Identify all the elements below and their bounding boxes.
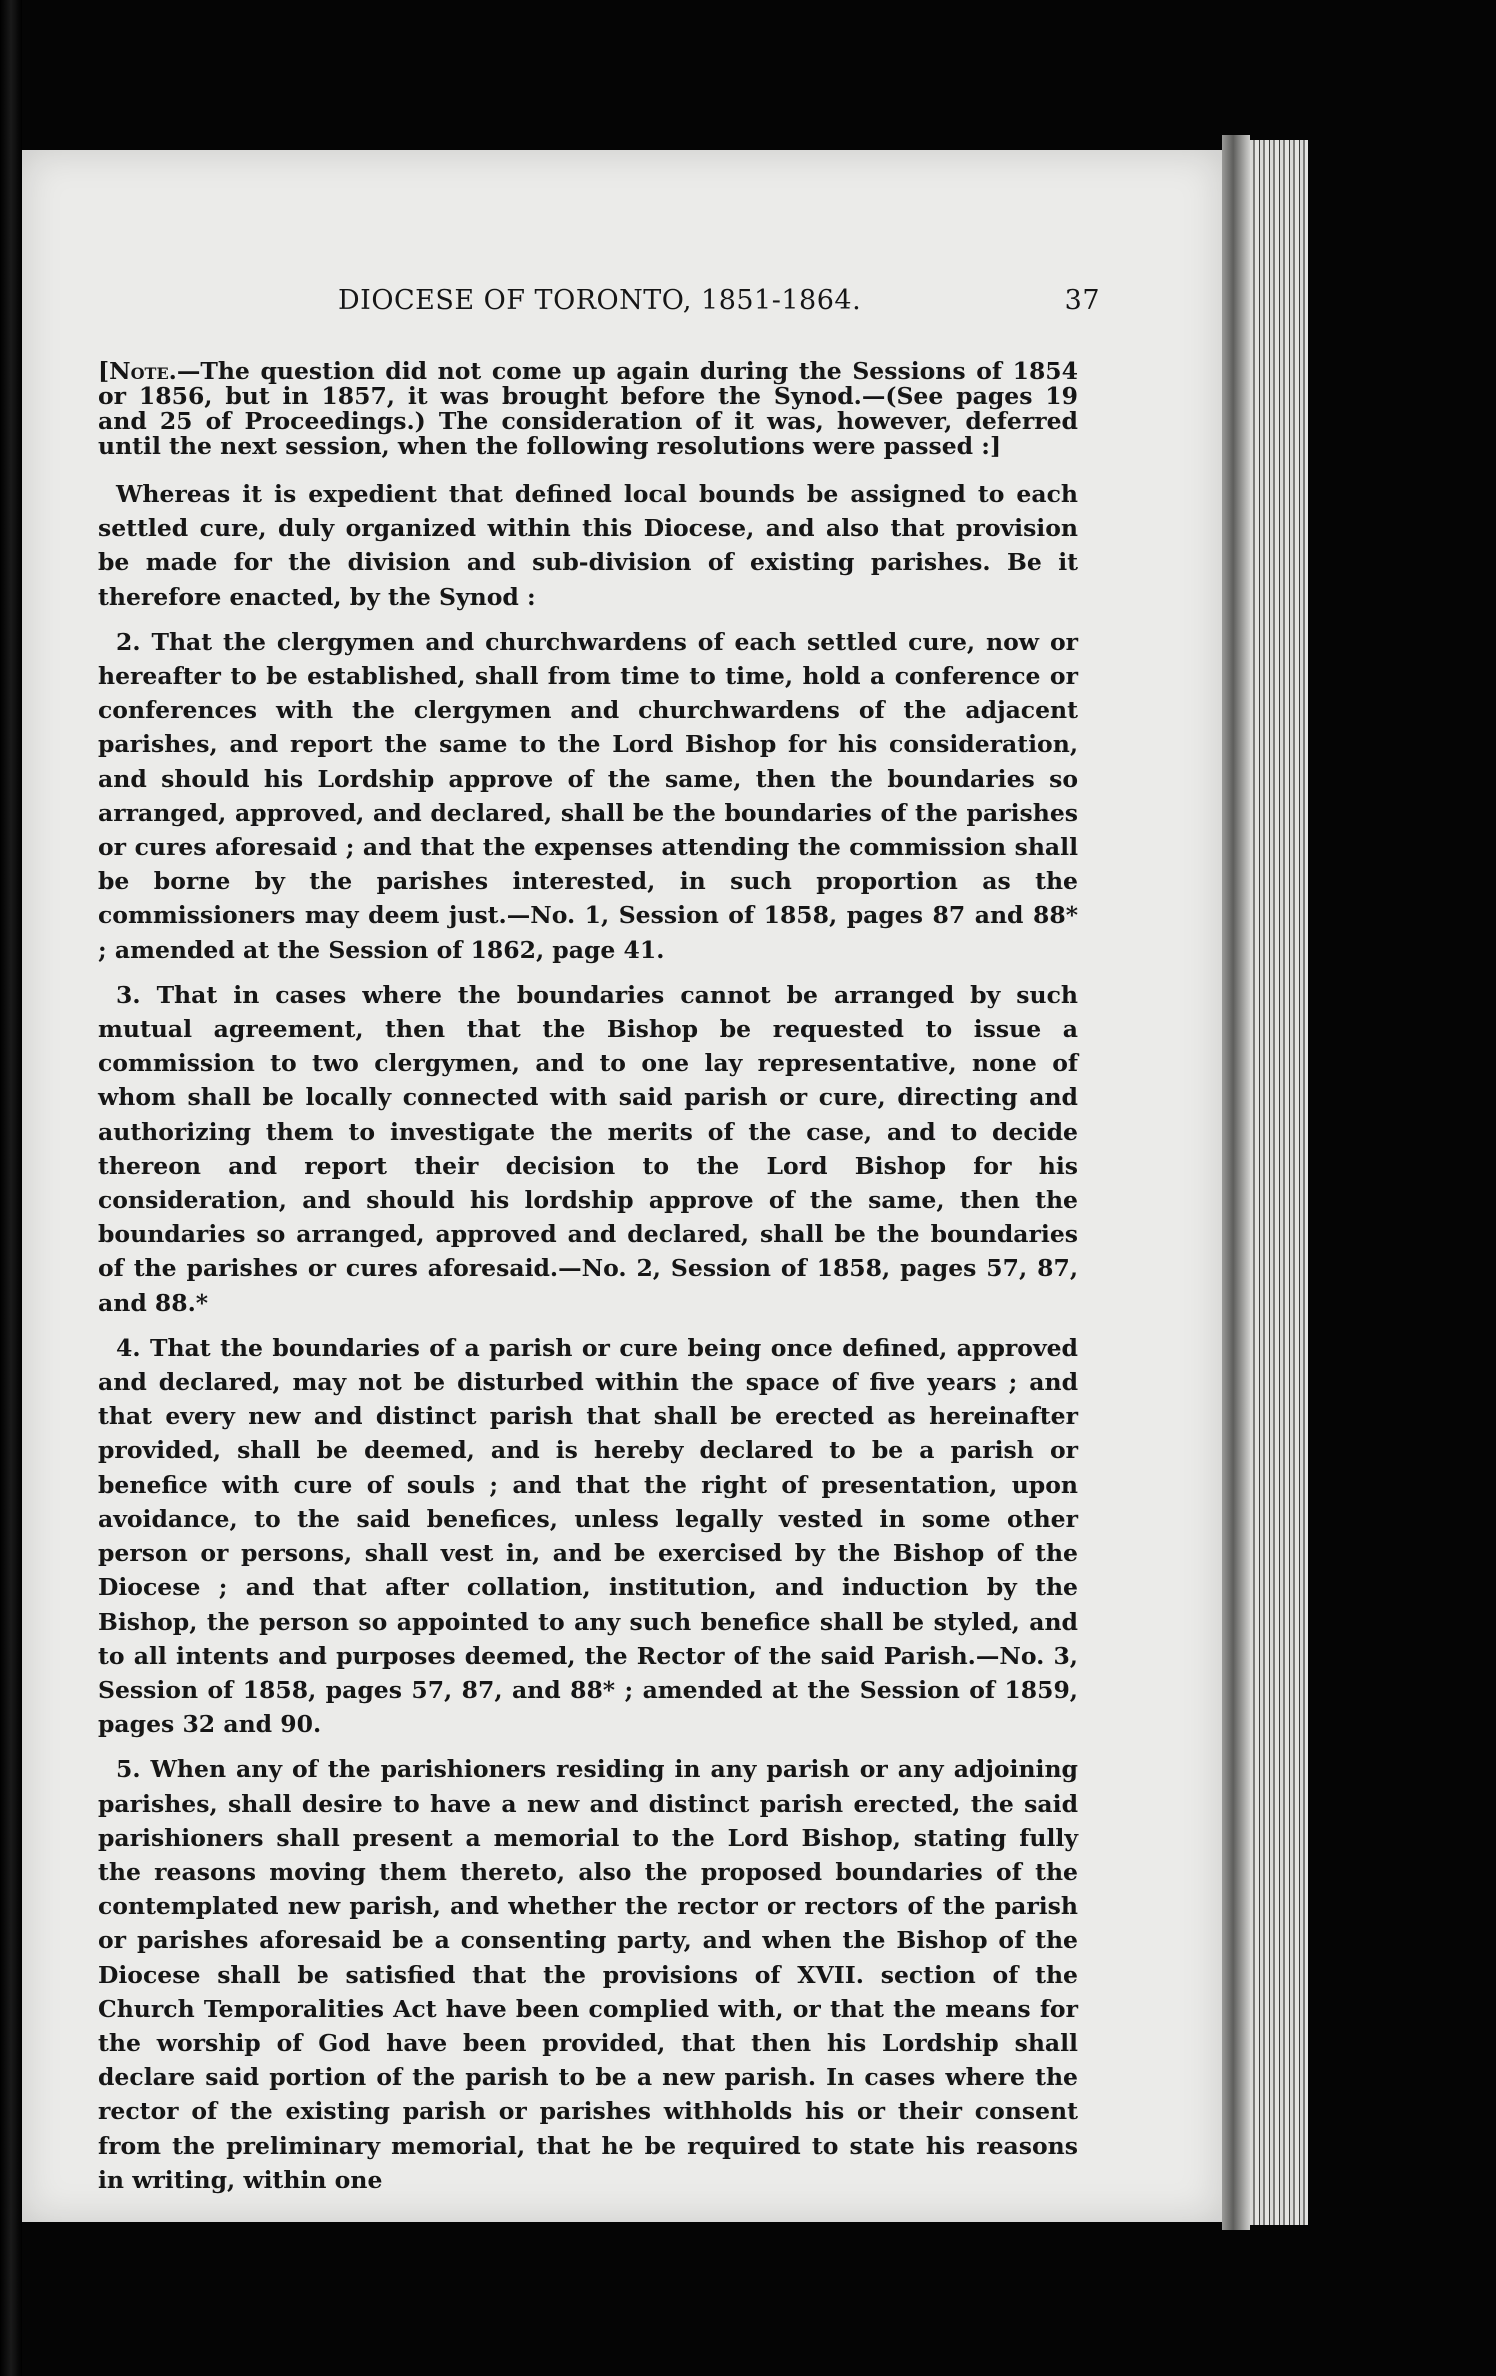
resolution-paragraph-2: 2. That the clergymen and churchwardens of each settled cure, now or hereafter to be established, shall from time to time, hold a conference or conferences with the clergymen and churchwardens of the adjacent parishes, and report the same to the Lord Bishop for his consideration, and should his Lordship approve of the same, then the boundaries so arranged, approved, and declared, shall be the boundaries of the parishes or cures aforesaid ; and that the expenses attending the commission shall be borne by the parishes interested, in such proportion as the commissioners may deem just.—No. 1, Session of 1858, pages 87 and 88* ; amended at the Session of 1862, page 41.: [98, 627, 1078, 964]
preamble-paragraph: Whereas it is expedient that defined local bounds be assigned to each settled cure, duly organized within this Diocese, and also that provision be made for the division and sub-division of existing parishes. Be it therefore enacted, by the Synod :: [98, 480, 1078, 611]
resolution-paragraph-5: 5. When any of the parishioners residing in any parish or any adjoining parishes, shall desire to have a new and distinct parish erected, the said parishioners shall present a memorial to the Lord Bishop, stating fully the reasons moving them thereto, also the proposed boundaries of the contemplated new parish, and whether the rector or rectors of the parish or parishes aforesaid be a consenting party, and when the Bishop of the Diocese shall be satisfied that the provisions of XVII. section of the Church Temporalities Act have been complied with, or that the means for the worship of God have been provided, that then his Lordship shall declare said portion of the parish to be a new parish. In cases where the rector of the existing parish or parishes withholds his or their consent from the preliminary memorial, that he be required to state his reasons in writing, within one: [98, 1755, 1078, 2194]
page-stack-edges: [1250, 140, 1308, 2225]
resolution-paragraph-4: 4. That the boundaries of a parish or cure being once defined, approved and declared, may not be disturbed within the space of five years ; and that every new and distinct parish that shall be erected as hereinafter provided, shall be deemed, and is hereby declared to be a parish or benefice with cure of souls ; and that the right of presentation, upon avoidance, to the said benefices, unless legally vested in some other person or persons, shall vest in, and be exercised by the Bishop of the Diocese ; and that after collation, institution, and induction by the Bishop, the person so appointed to any such benefice shall be styled, and to all intents and purposes deemed, the Rector of the said Parish.—No. 3, Session of 1858, pages 57, 87, and 88* ; amended at the Session of 1859, pages 32 and 90.: [98, 1333, 1078, 1739]
running-head-title: DIOCESE OF TORONTO, 1851-1864.: [338, 285, 862, 316]
facing-page-edge: [0, 0, 22, 2376]
page-content: [98, 285, 1100, 2208]
note-text: —The question did not come up again during the Sessions of 1854 or 1856, but in 1857, it was brought before the Synod.—(See pages 19 and 25 of Proceedings.) The consideration of it was, however, deferred until the next session, when the following resolutions were passed :]: [98, 357, 1078, 460]
page-number: 37: [1064, 285, 1100, 316]
book-gutter: [1222, 135, 1250, 2230]
resolution-paragraph-3: 3. That in cases where the boundaries cannot be arranged by such mutual agreement, then that the Bishop be requested to issue a commission to two clergymen, and to one lay representative, none of whom shall be locally connected with said parish or cure, directing and authorizing them to investigate the merits of the case, and to decide thereon and report their decision to the Lord Bishop for his consideration, and should his lordship approve of the same, then the boundaries so arranged, approved and declared, shall be the boundaries of the parishes or cures aforesaid.—No. 2, Session of 1858, pages 57, 87, and 88.*: [98, 980, 1078, 1317]
editorial-note: [98, 359, 1078, 459]
note-label: [Note.: [98, 357, 177, 385]
running-head: [98, 285, 1100, 325]
